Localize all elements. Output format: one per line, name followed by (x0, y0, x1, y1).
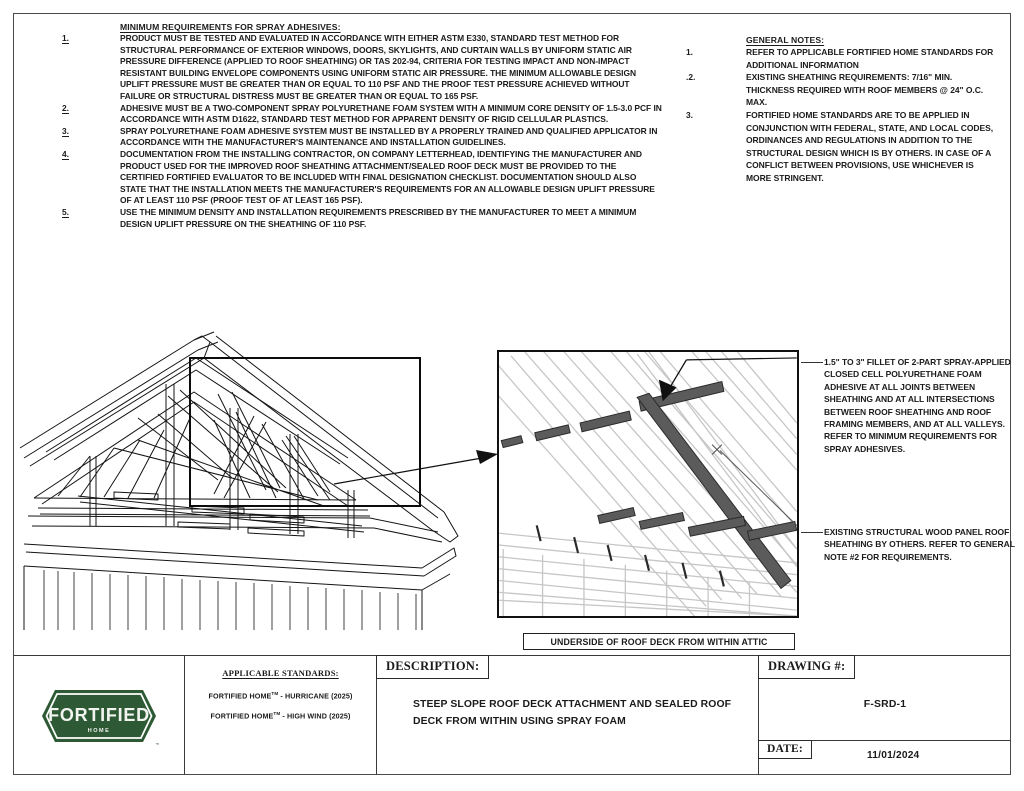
applicable-standards-cell (185, 656, 377, 775)
standard-suffix: - HURRICANE (2025) (278, 691, 353, 701)
general-notes (686, 35, 998, 185)
note-text: ADHESIVE MUST BE A TWO-COMPONENT SPRAY POLYURETHANE FOAM SYSTEM WITH A MINIMUM CORE DENSITY OF 1.5-3.0 PCF IN ACCORDANCE WITH ASTM D1622, STANDARD TEST METHOD FOR APPARENT DENSITY OF RIGID CELLULAR PLASTICS. (120, 102, 662, 125)
note-number: 1. (62, 33, 69, 43)
note-item (62, 207, 662, 230)
callout-existing-sheathing: EXISTING STRUCTURAL WOOD PANEL ROOF SHEATHING BY OTHERS. REFER TO GENERAL NOTE #2 FOR REQUIREMENTS. (824, 527, 1015, 562)
date-value: 11/01/2024 (867, 750, 920, 761)
standard-name: FORTIFIED HOME (210, 711, 274, 721)
minimum-requirements-notes (62, 22, 662, 230)
description-label: DESCRIPTION: (376, 655, 489, 679)
general-note-number: 1. (686, 47, 693, 57)
note-text: SPRAY POLYURETHANE FOAM ADHESIVE SYSTEM MUST BE INSTALLED BY A PROPERLY TRAINED AND QUALIFIED APPLICATOR IN ACCORDANCE WITH THE MANUFACTURER'S MAINTENANCE AND INSTALLATION GUIDELINES. (120, 125, 658, 148)
general-note-item (686, 71, 998, 109)
logo-trademark-symbol: ™ (155, 741, 160, 747)
note-text: DOCUMENTATION FROM THE INSTALLING CONTRACTOR, ON COMPANY LETTERHEAD, IDENTIFYING THE MANUFACTURER AND PRODUCT USED FOR THE IMPROVED ROOF SHEATHING ATTACHMENT/SEALED ROOF DECK MUST BE PROVIDED TO THE CERTIFIED FORTIFIED EVALUATOR TO BE INCLUDED WITH FINAL DESIGNATION CHECKLIST. DOCUMENTATION SHOULD ALSO STATE THAT THE INSTALLATION MEETS THE MANUFACTURER'S REQUIREMENTS FOR AN ALLOWABLE DESIGN UPLIFT PRESSURE OF AT LEAST 110 PSF (PROOF TEST OF AT LEAST 165 PSF). (120, 148, 655, 206)
inset-caption-box (523, 633, 795, 650)
standard-suffix: - HIGH WIND (2025) (280, 711, 351, 721)
drawing-info-cell (759, 656, 1011, 775)
callout-foam-fillet: 1.5" TO 3" FILLET OF 2-PART SPRAY-APPLIED CLOSED CELL POLYURETHANE FOAM ADHESIVE AT ALL JOINTS BETWEEN SHEATHING AND AT ALL INTERSECTIONS BETWEEN ROOF SHEATHING AND ROOF FRAMING MEMBERS, AND AT ALL VALLEYS. REFER TO MINIMUM REQUIREMENTS FOR SPRAY ADHESIVES. (824, 357, 1011, 454)
general-note-item (686, 46, 998, 71)
date-label: DATE: (758, 740, 812, 759)
roof-deck-underside-detail-panel (497, 350, 799, 618)
general-note-number: 3. (686, 109, 693, 120)
drawing-number-value: F-SRD-1 (863, 699, 907, 710)
description-cell (377, 656, 759, 775)
general-notes-heading: GENERAL NOTES: (746, 35, 825, 45)
general-note-text: FORTIFIED HOME STANDARDS ARE TO BE APPLIED IN CONJUNCTION WITH FEDERAL, STATE, AND LOCAL CODES, ORDINANCES AND REGULATIONS IN ADDITION TO THE STRUCTURAL DESIGN WHICH IS BY OTHERS. IN CASE OF A CONFLICT BETWEEN PROVISIONS, USE WHICHEVER IS MORE STRINGENT. (746, 109, 994, 183)
standard-name: FORTIFIED HOME (208, 691, 272, 701)
note-number: 3. (62, 125, 69, 136)
general-note-item (686, 109, 998, 185)
standard-line (185, 711, 376, 720)
standard-line (185, 691, 376, 700)
note-item (62, 103, 662, 126)
general-note-number: .2. (686, 72, 696, 83)
drawing-number-cell (759, 656, 1011, 741)
logo-sub-text: HOME (87, 727, 110, 734)
fortified-home-logo-cell (13, 656, 185, 775)
fortified-home-logo (40, 688, 160, 747)
standard-tm: TM (271, 691, 279, 696)
description-text: STEEP SLOPE ROOF DECK ATTACHMENT AND SEALED ROOF DECK FROM WITHIN USING SPRAY FOAM (413, 699, 732, 727)
title-block (13, 655, 1011, 775)
note-item (62, 126, 662, 149)
drawing-number-label: DRAWING #: (758, 655, 855, 679)
note-text: USE THE MINIMUM DENSITY AND INSTALLATION REQUIREMENTS PRESCRIBED BY THE MANUFACTURER TO MEET A MINIMUM DESIGN UPLIFT PRESSURE ON THE SHEATHING OF 110 PSF. (120, 206, 637, 229)
inset-caption-text: UNDERSIDE OF ROOF DECK FROM WITHIN ATTIC (550, 636, 768, 647)
callout-leader-line-foam (801, 362, 823, 363)
note-item (62, 33, 662, 103)
callout-leader-line-sheathing (801, 532, 823, 533)
date-cell (759, 741, 1011, 775)
general-note-text: REFER TO APPLICABLE FORTIFIED HOME STANDARDS FOR ADDITIONAL INFORMATION (746, 47, 994, 70)
minimum-requirements-heading: MINIMUM REQUIREMENTS FOR SPRAY ADHESIVES: (120, 22, 341, 32)
note-number: 2. (62, 102, 69, 113)
standard-tm: TM (273, 711, 281, 717)
logo-main-text: FORTIFIED (47, 704, 150, 725)
note-text: PRODUCT MUST BE TESTED AND EVALUATED IN ACCORDANCE WITH EITHER ASTM E330, STANDARD TEST METHOD FOR STRUCTURAL PERFORMANCE OF EXTERIOR WINDOWS, DOORS, SKYLIGHTS, AND CURTAIN WALLS BY UNIFORM STATIC AIR PRESSURE DIFFERENCE (APPLIED TO ROOF SHEATHING) OR TAS 202-94, CRITERIA FOR TESTING IMPACT AND NON-IMPACT RESISTANT BUILDING ENVELOPE COMPONENTS USING UNIFORM STATIC AIR PRESSURE. THE MINIMUM ALLOWABLE DESIGN UPLIFT PRESSURE MUST BE GREATER THAN OR EQUAL TO 110 PSF AND THE PROOF TEST PRESSURE ACHIEVED WITHOUT FAILURE OR STRUCTURAL DISTRESS MUST BE GREATER THAN OR EQUAL TO 165 PSF. (120, 33, 637, 101)
general-note-text: EXISTING SHEATHING REQUIREMENTS: 7/16" MIN. THICKNESS REQUIRED WITH ROOF MEMBERS @ 24" O.C. MAX. (746, 72, 984, 108)
roof-deck-underside-drawing (499, 352, 797, 616)
note-number: 4. (62, 148, 69, 159)
detail-leader-arrow (330, 430, 505, 490)
note-item (62, 149, 662, 207)
applicable-standards-label: APPLICABLE STANDARDS: (222, 668, 339, 678)
note-number: 5. (62, 206, 69, 217)
